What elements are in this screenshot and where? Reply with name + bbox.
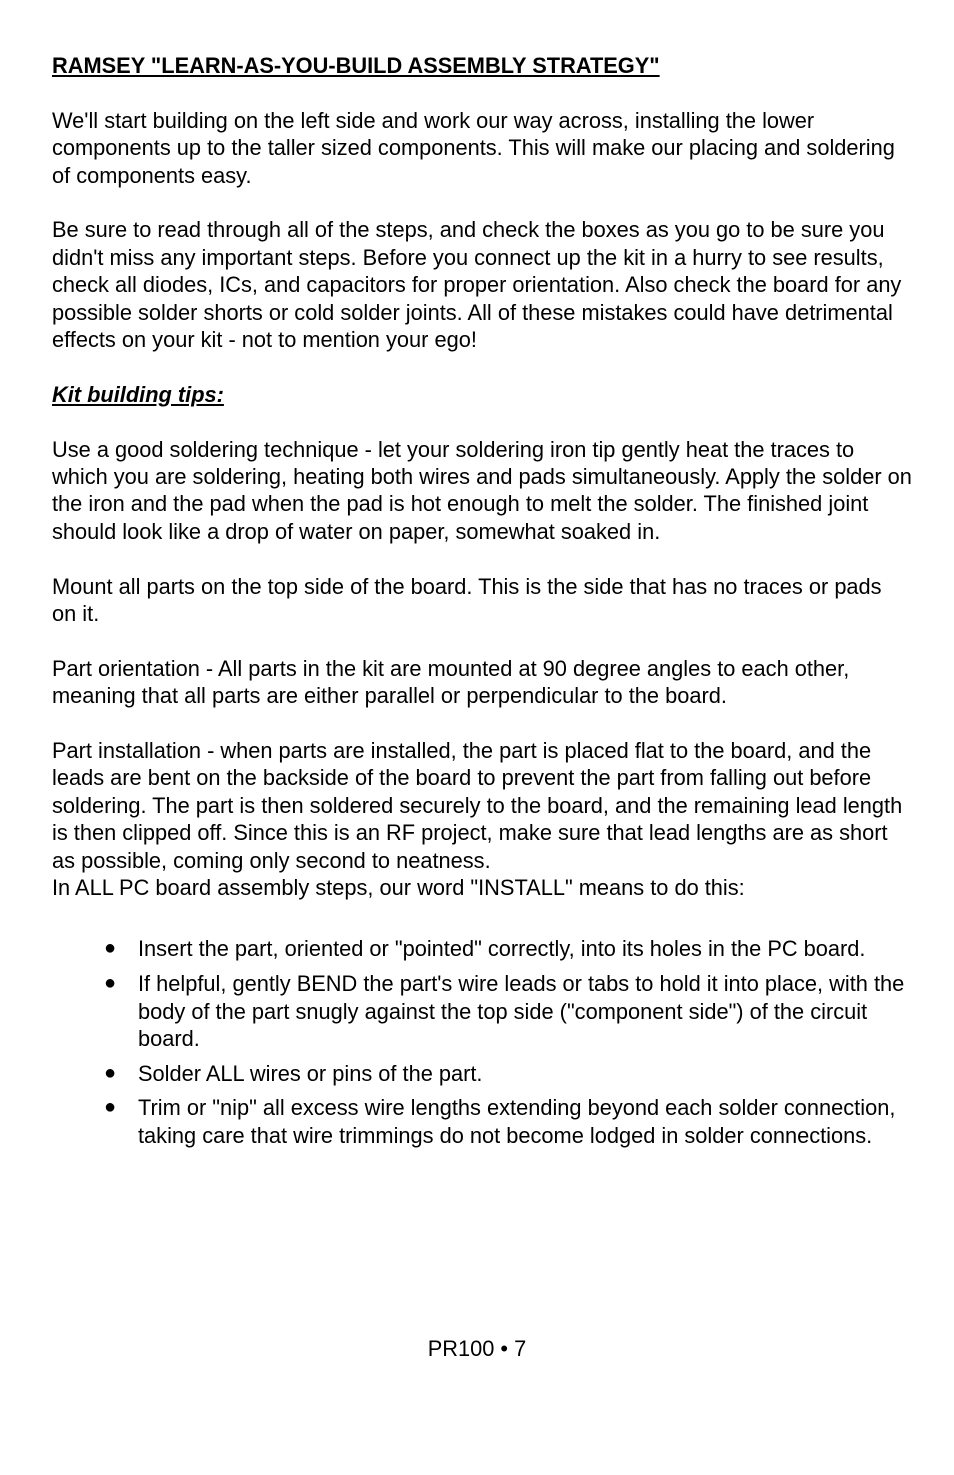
tips-paragraph-mounting: Mount all parts on the top side of the board. This is the side that has no traces or pads on it. [52, 573, 882, 627]
install-step-text: If helpful, gently BEND the part's wire leads or tabs to hold it into place, with the body of the part snugly against the top side ("component side") of the circuit board. [138, 971, 905, 1052]
install-step-text: Insert the part, oriented or "pointed" correctly, into its holes in the PC board. [138, 936, 866, 962]
page-footer: PR100 • 7 [427, 1336, 527, 1361]
bullet-icon: ● [104, 937, 117, 960]
tips-paragraph-soldering: Use a good soldering technique - let your soldering iron tip gently heat the traces to which you are soldering, heating both wires and pads simultaneously. Apply the solder on the iron and the pad when the pad is hot enough to melt the solder. The finished joint should look like a drop of water on paper, somewhat soaked in. [52, 436, 912, 544]
install-definition: In ALL PC board assembly steps, our word "INSTALL" means to do this: [52, 875, 745, 901]
intro-paragraph-2: Be sure to read through all of the steps, and check the boxes as you go to be sure you didn't miss any important steps. Before you connect up the kit in a hurry to see results, check all diodes, ICs, and capacitors for proper orientation. Also check the board for any possible solder shorts or cold solder joints. All of these mistakes could have detrimental effects on your kit - not to mention your ego! [52, 217, 902, 353]
tips-paragraph-orientation: Part orientation - All parts in the kit are mounted at 90 degree angles to each other, meaning that all parts are either parallel or perpendicular to the board. [52, 655, 850, 709]
bullet-icon: ● [104, 1096, 117, 1119]
installation-paragraph: Part installation - when parts are installed, the part is placed flat to the board, and the leads are bent on the backside of the board to prevent the part from falling out before soldering. The part is then soldered securely to the board, and the remaining lead length is then clipped off. Since this is an RF project, make sure that lead lengths are as short as possible, coming only second to neatness. [52, 738, 903, 873]
bullet-icon: ● [104, 972, 117, 995]
install-step-text: Trim or "nip" all excess wire lengths extending beyond each solder connection, taking care that wire trimmings do not become lodged in solder connections. [138, 1095, 896, 1149]
list-item [52, 935, 908, 963]
tips-heading: Kit building tips: [52, 381, 224, 407]
bullet-icon: ● [104, 1061, 117, 1084]
list-item [52, 1060, 908, 1088]
page-heading: RAMSEY "LEARN-AS-YOU-BUILD ASSEMBLY STRATEGY" [52, 53, 660, 78]
list-item [52, 970, 908, 1053]
page-content [52, 52, 912, 1157]
intro-paragraph-1: We'll start building on the left side and work our way across, installing the lower components up to the taller sized components. This will make our placing and soldering of components easy. [52, 107, 895, 188]
list-item [52, 1094, 908, 1149]
install-step-text: Solder ALL wires or pins of the part. [138, 1060, 483, 1086]
install-steps-list [52, 935, 908, 1149]
